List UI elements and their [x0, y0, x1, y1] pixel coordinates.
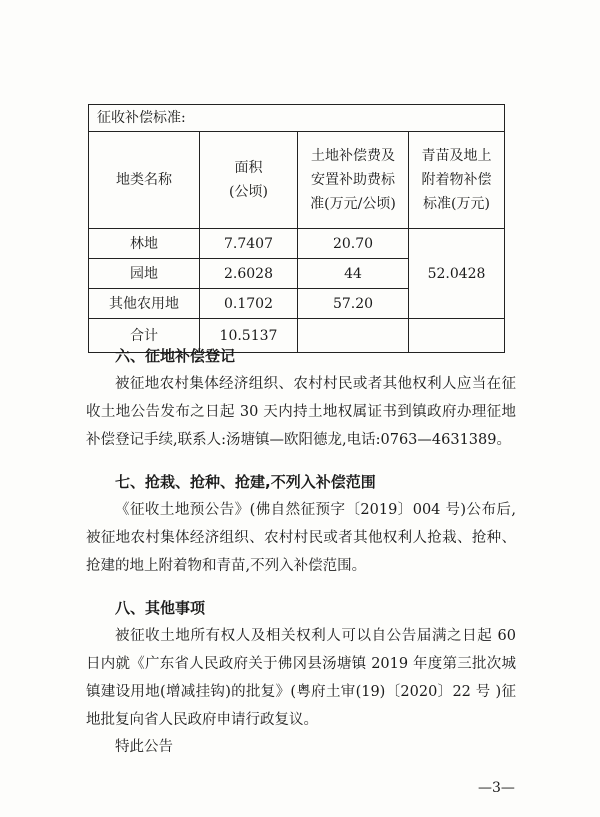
- section-6-heading: 六、征地补偿登记: [115, 347, 236, 365]
- cell-crop-value: 52.0428: [409, 229, 505, 319]
- compensation-table: [88, 104, 505, 353]
- table-header-row: [89, 132, 505, 229]
- table-caption: 征收补偿标准:: [89, 105, 505, 132]
- page-number: —3—: [478, 780, 515, 796]
- cell-land-type: 其他农用地: [89, 289, 200, 319]
- cell-land-type: 园地: [89, 259, 200, 289]
- total-label: 合计: [89, 319, 200, 353]
- cell-rate: 57.20: [298, 289, 409, 319]
- section-6-body: 被征地农村集体经济组织、农村村民或者其他权利人应当在征收土地公告发布之日起 30 天内持土地权属证书到镇政府办理征地补偿登记手续,联系人:汤塘镇—欧阳德龙,电话:0763—4631389。: [86, 376, 516, 448]
- cell-rate: 44: [298, 259, 409, 289]
- header-land-type: 地类名称: [89, 132, 200, 229]
- total-area: 10.5137: [200, 319, 298, 353]
- cell-area: 0.1702: [200, 289, 298, 319]
- section-8-heading: 八、其他事项: [115, 599, 206, 617]
- section-7-heading: 七、抢栽、抢种、抢建,不列入补偿范围: [115, 473, 376, 491]
- header-crop-compensation: 青苗及地上 附着物补偿 标准(万元): [409, 132, 505, 229]
- total-empty-cell: [298, 319, 409, 353]
- header-area: 面积 (公顷): [200, 132, 298, 229]
- cell-area: 7.7407: [200, 229, 298, 259]
- cell-rate: 20.70: [298, 229, 409, 259]
- cell-land-type: 林地: [89, 229, 200, 259]
- total-empty-cell: [409, 319, 505, 353]
- section-7-body: 《征收土地预公告》(佛自然征预字〔2019〕004 号)公布后,被征地农村集体经济组织、农村村民或者其他权利人抢栽、抢种、抢建的地上附着物和青苗,不列入补偿范围。: [86, 502, 516, 574]
- table-row: [89, 229, 505, 259]
- header-land-compensation: 土地补偿费及 安置补助费标 准(万元/公顷): [298, 132, 409, 229]
- section-8-body: 被征收土地所有权人及相关权利人可以自公告届满之日起 60 日内就《广东省人民政府关于佛冈县汤塘镇 2019 年度第三批次城镇建设用地(增减挂钩)的批复》(粤府土审(19)〔2020〕22 号 )征地批复向省人民政府申请行政复议。: [86, 628, 516, 728]
- closing-text: 特此公告: [115, 739, 173, 755]
- cell-area: 2.6028: [200, 259, 298, 289]
